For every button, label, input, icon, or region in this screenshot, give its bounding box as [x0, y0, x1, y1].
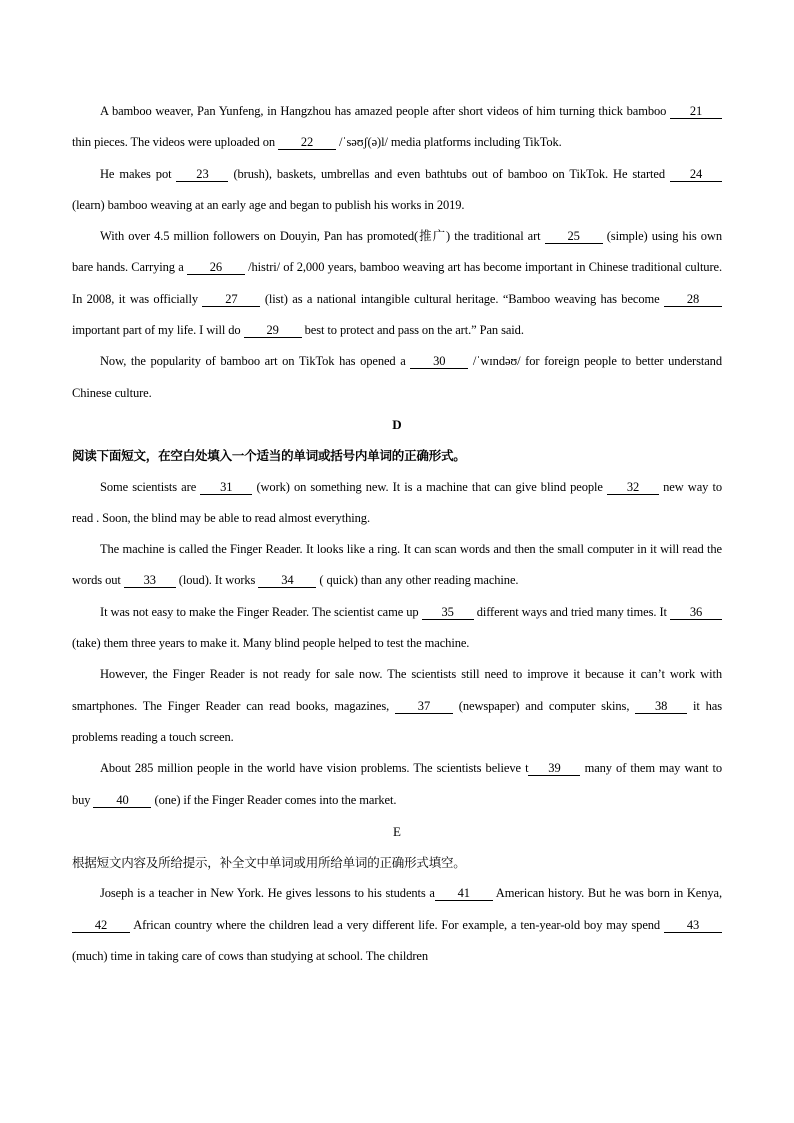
- passage-c-paragraph-4: Now, the popularity of bamboo art on TikTok has opened a 30 /ˈwɪndəʊ/ for foreign people to better understand Chinese culture.: [72, 354, 722, 400]
- section-d-paragraph-3: It was not easy to make the Finger Reader. The scientist came up 35 different ways and tried many times. It 36 (take) them three years to make it. Many blind people helped to test the machine.: [72, 597, 722, 660]
- section-e-instruction: 根据短文内容及所给提示，补全文中单词或用所给单词的正确形式填空。: [72, 855, 466, 871]
- passage-c-paragraph-1: A bamboo weaver, Pan Yunfeng, in Hangzhou has amazed people after short videos of him turning thick bamboo 21 thin pieces. The videos were uploaded on 22 /ˈsəʊʃ(ə)l/ media platforms including TikTok.: [72, 96, 722, 159]
- section-d-heading: D: [392, 416, 402, 432]
- blank-25[interactable]: 25: [545, 229, 603, 244]
- blank-27[interactable]: 27: [202, 292, 260, 307]
- section-d-paragraph-4: However, the Finger Reader is not ready for sale now. The scientists still need to improve it because it can’t work with smartphones. The Finger Reader can read books, magazines, 37 (newspaper) and computer skins, 38 it has problems reading a touch screen.: [72, 667, 722, 744]
- section-d-paragraph-1: Some scientists are 31 (work) on something new. It is a machine that can give blind people 32 new way to read . Soon, the blind may be able to read almost everything.: [72, 479, 722, 525]
- blank-42[interactable]: 42: [72, 918, 130, 933]
- section-e-heading: E: [393, 823, 401, 839]
- blank-23[interactable]: 23: [176, 167, 228, 182]
- blank-32[interactable]: 32: [607, 480, 659, 495]
- blank-29[interactable]: 29: [244, 323, 302, 338]
- section-e-paragraph-1: Joseph is a teacher in New York. He gives lessons to his students a 41 American history. But he was born in Kenya, 42 African country where the children lead a very different life. For example, a ten-year-old boy may spend 43 (much) time in taking care of cows than studying at school. The children: [72, 886, 722, 964]
- passage-c-paragraph-3: With over 4.5 million followers on Douyin, Pan has promoted(推广) the traditional art 25 (simple) using his own bare hands. Carrying a 26 /histri/ of 2,000 years, bamboo weaving art has become important in Chinese traditional culture. In 2008, it was officially 27 (list) as a national intangible cultural heritage. “Bamboo weaving has become 28 important part of my life. I will do 29 best to protect and pass on the art.” Pan said.: [72, 229, 722, 338]
- blank-33[interactable]: 33: [124, 573, 176, 588]
- blank-40[interactable]: 40: [93, 793, 151, 808]
- blank-22[interactable]: 22: [278, 135, 336, 150]
- blank-43[interactable]: 43: [664, 918, 722, 933]
- section-d-paragraph-5: About 285 million people in the world have vision problems. The scientists believe t 39 many of them may want to buy 40 (one) if the Finger Reader comes into the market.: [72, 761, 722, 807]
- blank-37[interactable]: 37: [395, 699, 453, 714]
- worksheet-page: [72, 96, 722, 972]
- blank-39[interactable]: 39: [528, 761, 580, 776]
- blank-21[interactable]: 21: [670, 104, 722, 119]
- blank-28[interactable]: 28: [664, 292, 722, 307]
- blank-31[interactable]: 31: [200, 480, 252, 495]
- blank-26[interactable]: 26: [187, 260, 245, 275]
- blank-38[interactable]: 38: [635, 699, 687, 714]
- blank-41[interactable]: 41: [435, 886, 493, 901]
- blank-34[interactable]: 34: [258, 573, 316, 588]
- blank-36[interactable]: 36: [670, 605, 722, 620]
- blank-24[interactable]: 24: [670, 167, 722, 182]
- section-d-instruction: 阅读下面短文，在空白处填入一个适当的单词或括号内单词的正确形式。: [72, 448, 466, 464]
- section-d-paragraph-2: The machine is called the Finger Reader. It looks like a ring. It can scan words and then the small computer in it will read the words out 33 (loud). It works 34 ( quick) than any other reading machine.: [72, 542, 722, 588]
- blank-30[interactable]: 30: [410, 354, 468, 369]
- blank-35[interactable]: 35: [422, 605, 474, 620]
- passage-c-paragraph-2: He makes pot 23 (brush), baskets, umbrellas and even bathtubs out of bamboo on TikTok. He started 24 (learn) bamboo weaving at an early age and began to publish his works in 2019.: [72, 159, 722, 222]
